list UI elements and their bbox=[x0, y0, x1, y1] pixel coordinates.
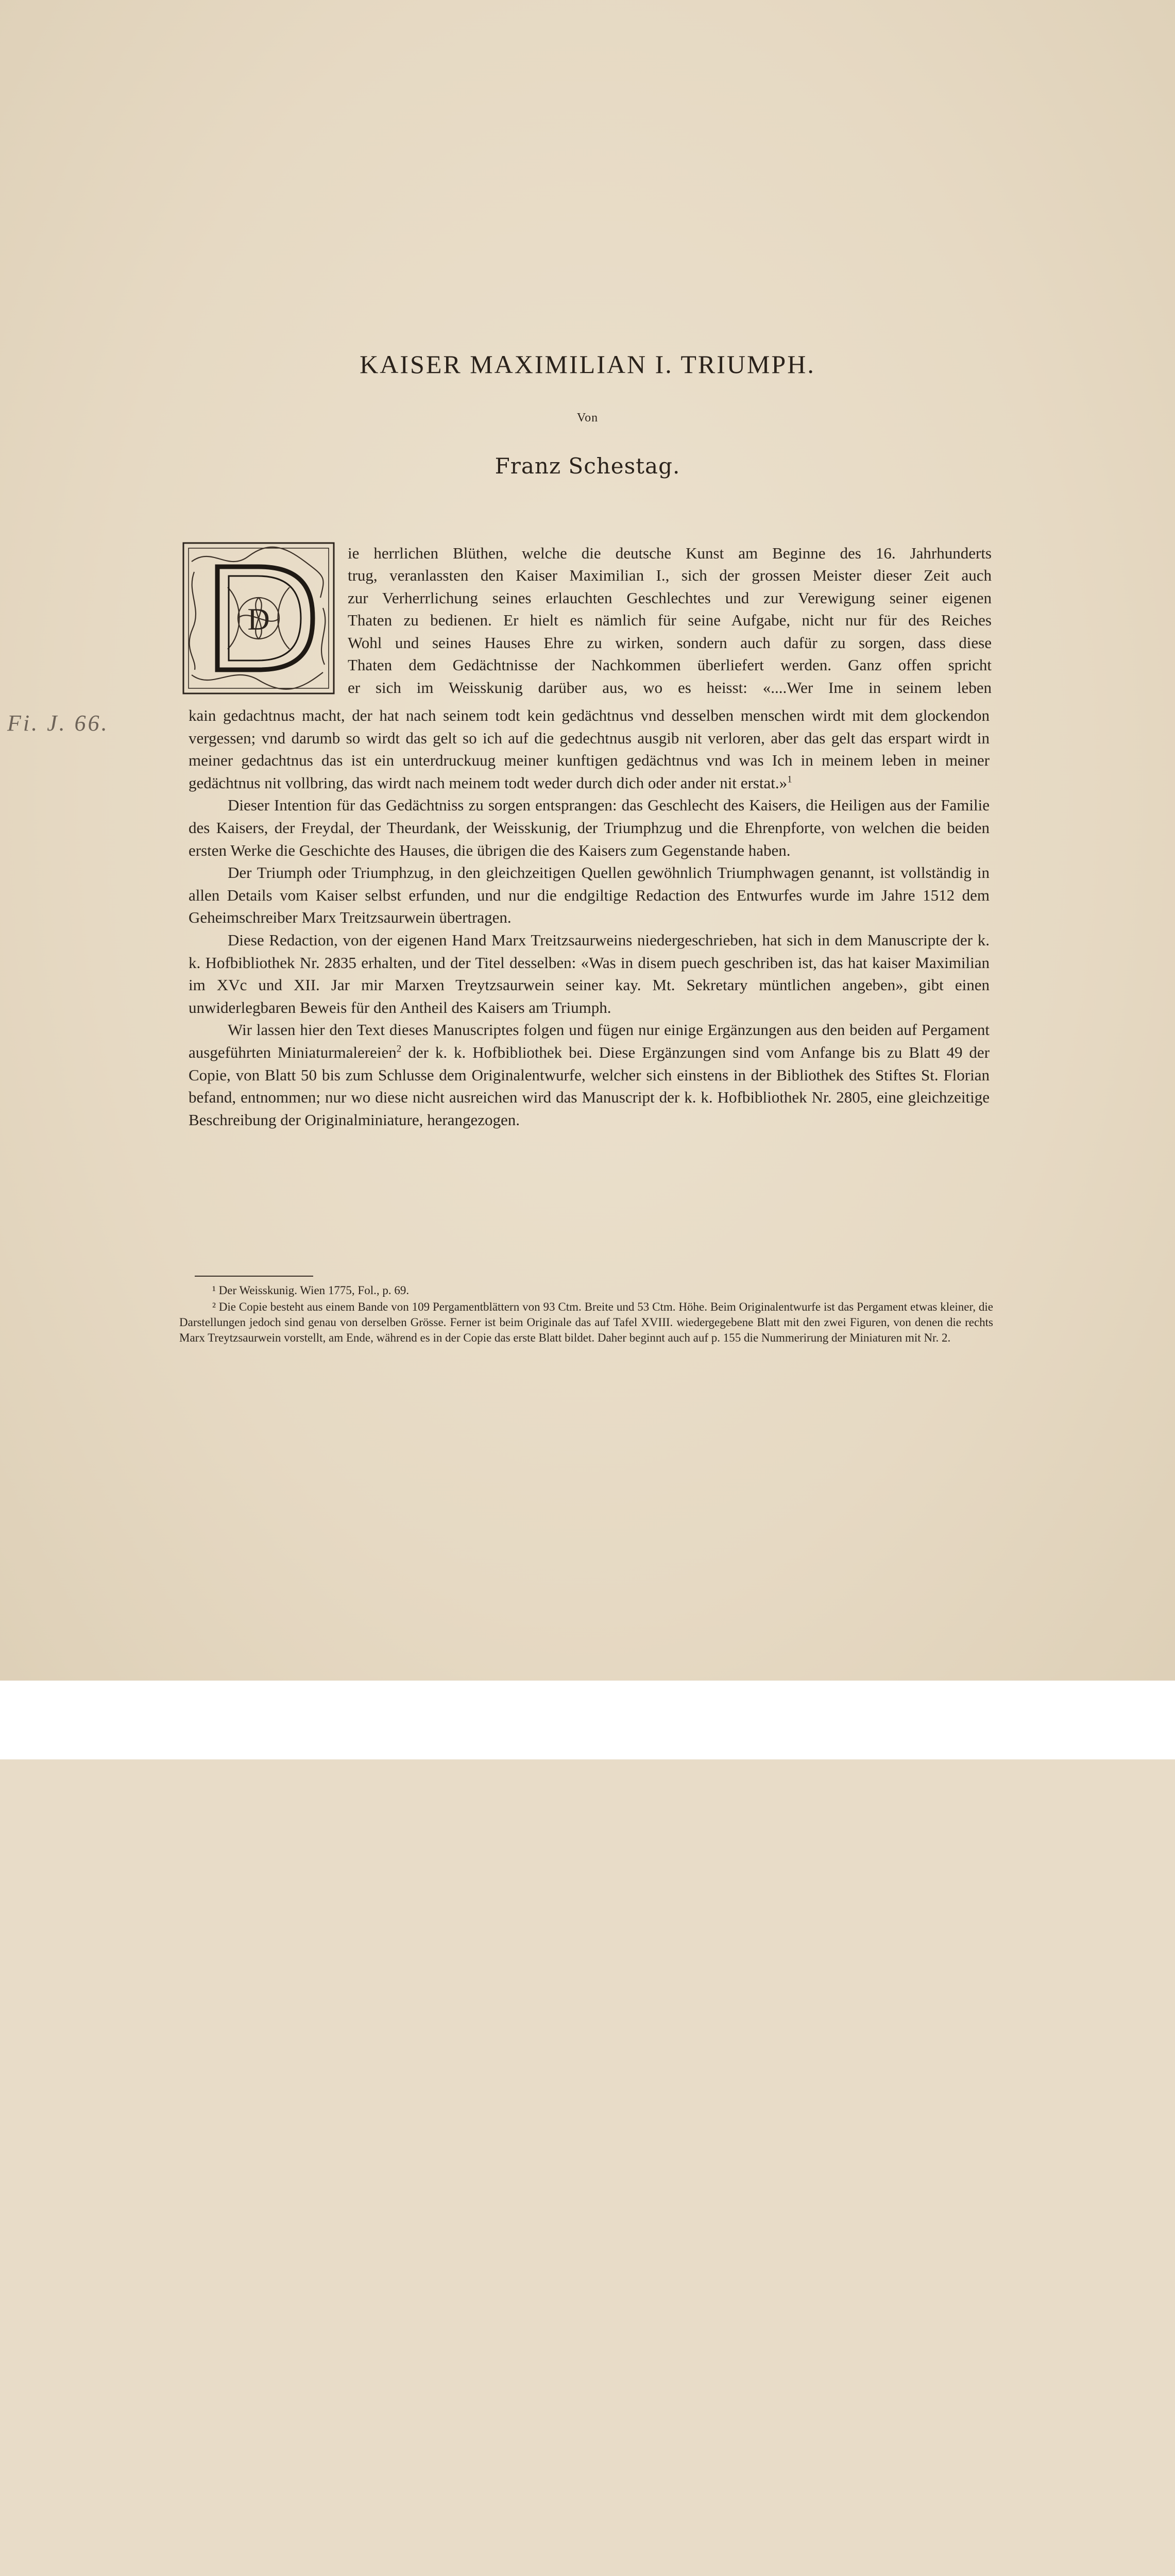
footnote-ref: 2 bbox=[396, 1043, 402, 1055]
dropcap-line: zur Verherrlichung seines erlauchten Geschlechtes und zur Verewigung seiner eigenen bbox=[348, 589, 992, 607]
paragraph: Dieser Intention für das Gedächtniss zu sorgen entsprangen: das Geschlecht des Kaisers, die Heiligen aus der Familie des Kaisers, der Freydal, der Theurdank, der Weisskunig, der Triumphzug und die Ehrenpforte, von welchen die beiden ersten Werke die Geschichte des Hauses, die übrigen die des Kaisers zum Gegenstande haben. bbox=[189, 796, 990, 859]
dropcap-line: trug, veranlassten den Kaiser Maximilian I., sich der grossen Meister dieser Zeit auch bbox=[348, 566, 992, 584]
dropcap-line: Wohl und seines Hauses Ehre zu wirken, sondern auch dafür zu sorgen, dass diese bbox=[348, 634, 992, 652]
dropcap-line: Thaten zu bedienen. Er hielt es nämlich für seine Aufgabe, nicht nur für des Reiches bbox=[348, 611, 992, 629]
ornamental-initial bbox=[181, 541, 336, 696]
handwritten-margin-note: Fi. J. 66. bbox=[7, 710, 109, 736]
paragraph: Der Triumph oder Triumphzug, in den gleichzeitigen Quellen gewöhnlich Triumphwagen genannt, ist vollständig in allen Details vom Kaiser selbst erfunden, und nur die endgiltige Redaction des Entwurfes wurde im Jahre 1512 dem Geheimschreiber Marx Treitzsaurwein übertragen. bbox=[189, 863, 990, 927]
initial-letter: D bbox=[247, 602, 270, 636]
dropcap-line: er sich im Weisskunig darüber aus, wo es heisst: «....Wer Ime in seinem leben bbox=[348, 679, 992, 697]
paragraph: kain gedachtnus macht, der hat nach seinem todt kein gedächtnus vnd desselben menschen wirdt mit dem glockendon vergessen; vnd darumb so wirdt das gelt so ich auf die gedechtnus ausgib nit verloren, aber das gelt das erspart wirdt in meiner gedachtnus das ist ein unterdruckuug meiner kunftigen gedächtnus vnd was Ich in meinem leben in meiner gedächtnus nit vollbring, das wirdt nach meinem todt weder durch dich oder ander nit erstat.»$^1$ bbox=[189, 706, 990, 792]
footnote: ² Die Copie besteht aus einem Bande von 109 Pergamentblättern von 93 Ctm. Breite und 53 Ctm. Höhe. Beim Originalentwurfe ist das Pergament etwas kleiner, die Darstellungen jedoch sind genau von derselben Grösse. Ferner ist beim Originale das auf Tafel XVIII. wiedergegebene Blatt mit den zwei Figuren, von denen die rechts Marx Treytzsaurwein vorstellt, am Ende, während es in der Copie das erste Blatt bildet. Daher beginnt auch auf p. 155 die Nummerirung der Miniaturen mit Nr. 2. bbox=[179, 1300, 993, 1344]
article-body bbox=[189, 704, 990, 1131]
footnote: ¹ Der Weisskunig. Wien 1775, Fol., p. 69. bbox=[212, 1284, 410, 1297]
article-title: KAISER MAXIMILIAN I. TRIUMPH. bbox=[360, 350, 815, 379]
author-name: Franz Schestag. bbox=[495, 453, 680, 479]
footnotes bbox=[179, 1283, 993, 1347]
dropcap-line: Thaten dem Gedächtnisse der Nachkommen überliefert werden. Ganz offen spricht bbox=[348, 656, 992, 674]
dropcap-line: ie herrlichen Blüthen, welche die deutsche Kunst am Beginne des 16. Jahrhunderts bbox=[348, 544, 992, 562]
footnote-separator bbox=[195, 1276, 313, 1277]
paragraph: Diese Redaction, von der eigenen Hand Marx Treitzsaurweins niedergeschrieben, hat sich in dem Manuscripte der k. k. Hofbibliothek Nr. 2835 erhalten, und der Titel desselben: «Was in disem puech geschriben ist, das hat kaiser Maximilian im XVc und XII. Jar mir Marxen Treytzsaurwein seiner kay. Mt. Sekretary müntlichen angeben», gibt einen unwiderlegbaren Beweis für den Antheil des Kaisers am Triumph. bbox=[189, 930, 990, 1016]
byline-prefix: Von bbox=[576, 411, 599, 425]
footnote-ref: 1 bbox=[787, 774, 792, 785]
paragraph: Wir lassen hier den Text dieses Manuscriptes folgen und fügen nur einige Ergänzungen aus den beiden auf Pergament ausgeführten Miniaturmalereien$^2$ der k. k. Hofbibliothek bei. Diese Ergänzungen sind vom Anfange bis zu Blatt 49 der Copie, von Blatt 50 bis zum Schlusse dem Originalentwurfe, welcher sich einstens in der Bibliothek des Stiftes St. Florian befand, entnommen; nur wo diese nicht ausreichen wird das Manuscript der k. k. Hofbibliothek Nr. 2805, eine gleichzeitige Beschreibung der Originalminiature, herangezogen. bbox=[189, 1021, 990, 1129]
digitization-footer bbox=[0, 1681, 1175, 1759]
